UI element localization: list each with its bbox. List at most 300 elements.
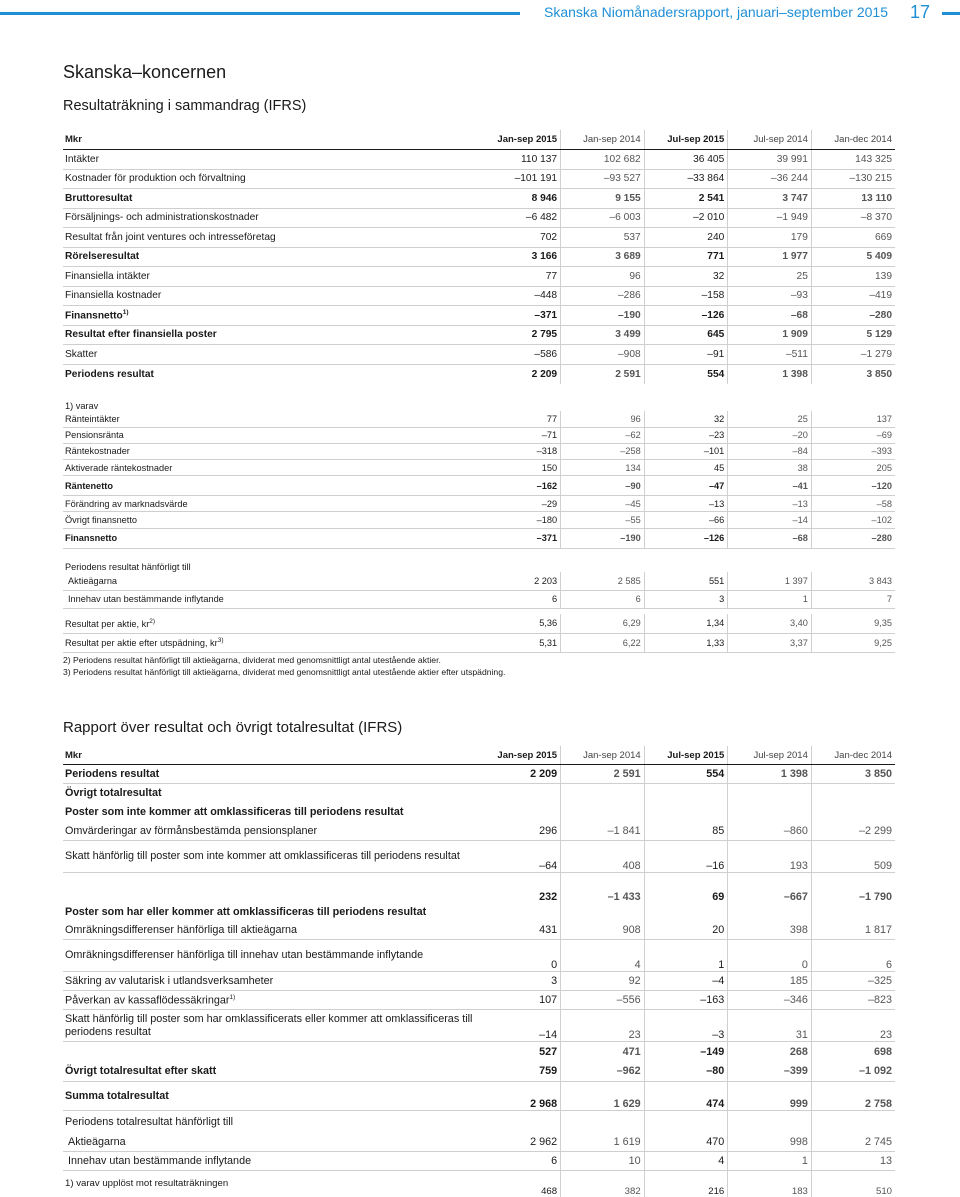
cell-value: 107	[477, 991, 561, 1010]
cell-value: 2 585	[561, 572, 645, 590]
row-label	[63, 803, 477, 822]
cell-value: 96	[561, 411, 645, 427]
cell-value: 6	[811, 940, 895, 972]
cell-value: 8 946	[477, 189, 561, 209]
cell-value: 5,31	[477, 633, 561, 652]
cell-value: 2 968	[477, 1082, 561, 1111]
cell-value: 771	[644, 247, 728, 267]
cell-value	[644, 903, 728, 921]
cell-value: 25	[728, 411, 812, 427]
table-row	[63, 267, 895, 287]
cell-value	[477, 1111, 561, 1133]
row-label-text: Rörelseresultat	[65, 251, 140, 263]
footnote-marker: 1)	[122, 309, 129, 317]
table-row	[63, 991, 895, 1010]
cell-value: –3	[644, 1010, 728, 1042]
cell-value: –346	[728, 991, 812, 1010]
row-label	[63, 496, 477, 512]
cell-value: 268	[728, 1042, 812, 1062]
row-label-text: Övrigt totalresultat efter skatt	[65, 1065, 217, 1078]
row-label-text: Intäkter	[65, 153, 99, 165]
table-row	[63, 364, 895, 384]
table-row	[63, 411, 895, 427]
cell-value: 4	[561, 940, 645, 972]
cell-value: 9,25	[811, 633, 895, 652]
row-label	[63, 633, 477, 652]
cell-value: 1	[728, 590, 812, 608]
cell-value: –68	[728, 306, 812, 326]
table-row	[63, 972, 895, 991]
cell-value: –280	[811, 528, 895, 548]
cell-value: –45	[561, 496, 645, 512]
row-label-text: Räntenetto	[65, 480, 113, 491]
page-header	[0, 0, 960, 30]
row-label-text: Försäljnings- och administrationskostnader	[65, 212, 259, 224]
cell-value	[811, 803, 895, 822]
row-label	[63, 228, 477, 248]
cell-value: 759	[477, 1062, 561, 1082]
cell-value: –1 790	[811, 873, 895, 903]
table-row	[63, 1042, 895, 1062]
cell-value: 1 397	[728, 572, 812, 590]
cell-value: –130 215	[811, 169, 895, 189]
cell-value: 3 166	[477, 247, 561, 267]
cell-value: 537	[561, 228, 645, 248]
row-label-text: Finansnetto	[65, 533, 118, 544]
report-title: Skanska Niomånadersrapport, januari–september 2015	[544, 4, 888, 20]
column-header: Jul-sep 2015	[644, 130, 728, 150]
table-row	[63, 633, 895, 652]
cell-value: 205	[811, 460, 895, 476]
cell-value: 7	[811, 590, 895, 608]
section-heading: 1) varav	[65, 401, 99, 411]
cell-value: 1 629	[561, 1082, 645, 1111]
cell-value: 2 745	[811, 1133, 895, 1152]
row-label-text: Omräkningsdifferenser hänförliga till aktieägarna	[65, 923, 298, 936]
cell-value: –4	[644, 972, 728, 991]
row-label	[63, 189, 477, 209]
column-header: Jul-sep 2014	[728, 746, 812, 765]
cell-value: 150	[477, 460, 561, 476]
cell-value: –16	[644, 841, 728, 873]
cell-value	[561, 1111, 645, 1133]
cell-value: –163	[644, 991, 728, 1010]
table-header-row	[63, 130, 895, 150]
cell-value: –908	[561, 345, 645, 365]
cell-value: 6	[561, 590, 645, 608]
row-label-text: Skatt hänförlig till poster som inte kommer att omklassificeras till periodens resultat	[65, 850, 460, 862]
cell-value: 3,37	[728, 633, 812, 652]
table-row	[63, 460, 895, 476]
table-row	[63, 528, 895, 548]
row-label	[63, 1062, 477, 1082]
cell-value: 471	[561, 1042, 645, 1062]
cell-value: 137	[811, 411, 895, 427]
cell-value: –860	[728, 822, 812, 841]
income-statement-table	[63, 130, 895, 384]
cell-value: 2 795	[477, 325, 561, 345]
cell-value: –23	[644, 427, 728, 443]
row-label-text: Förändring av marknadsvärde	[65, 498, 188, 509]
table-row	[63, 286, 895, 306]
row-label	[63, 1111, 477, 1133]
row-label	[63, 1010, 477, 1042]
page-number: 17	[909, 2, 930, 22]
section-heading: Periodens resultat hänförligt till	[65, 562, 191, 573]
cell-value: 2 541	[644, 189, 728, 209]
cell-value: –20	[728, 427, 812, 443]
footnote-3: 3) Periodens resultat hänförligt till aktieägarna, dividerat med genomsnittligt antal utestående aktier efter utspädning.	[63, 667, 506, 677]
cell-value: 102 682	[561, 150, 645, 170]
cell-value: 645	[644, 325, 728, 345]
row-label-text: Bruttoresultat	[65, 192, 133, 204]
row-label-text: Innehav utan bestämmande inflytande	[68, 1155, 252, 1167]
cell-value: –399	[728, 1062, 812, 1082]
row-label-text: Periodens totalresultat hänförligt till	[65, 1115, 234, 1128]
cell-value: –2 010	[644, 208, 728, 228]
row-label	[63, 528, 477, 548]
table-row	[63, 512, 895, 528]
cell-value: –69	[811, 427, 895, 443]
row-label	[63, 208, 477, 228]
cell-value: –14	[477, 1010, 561, 1042]
cell-value: 5,36	[477, 614, 561, 633]
cell-value: 25	[728, 267, 812, 287]
row-label	[63, 1082, 477, 1111]
cell-value: 5 409	[811, 247, 895, 267]
cell-value: –286	[561, 286, 645, 306]
row-label	[63, 306, 477, 326]
table-row	[63, 189, 895, 209]
table-row	[63, 873, 895, 903]
cell-value	[561, 903, 645, 921]
cell-value: –419	[811, 286, 895, 306]
cell-value: –158	[644, 286, 728, 306]
column-header: Jul-sep 2015	[644, 746, 728, 765]
footnote-2: 2) Periodens resultat hänförligt till aktieägarna, dividerat med genomsnittligt antal utestående aktier.	[63, 655, 441, 665]
cell-value: 9 155	[561, 189, 645, 209]
cell-value: 45	[644, 460, 728, 476]
cell-value: 551	[644, 572, 728, 590]
cell-value: 85	[644, 822, 728, 841]
cell-value: 470	[644, 1133, 728, 1152]
cell-value: 5 129	[811, 325, 895, 345]
row-label-text: Skatt hänförlig till poster som har omklassificerats eller kommer att omklassificeras till periodens resultat	[65, 1012, 473, 1038]
cell-value: 2 209	[477, 765, 561, 784]
cell-value	[811, 903, 895, 921]
cell-value: 468	[541, 1185, 558, 1197]
cell-value: 32	[644, 267, 728, 287]
table-row	[63, 496, 895, 512]
footnote-marker: 2)	[149, 617, 156, 625]
column-header: Jan-sep 2014	[561, 130, 645, 150]
row-label	[63, 1133, 477, 1152]
cell-value: 92	[561, 972, 645, 991]
header-rule-left	[0, 12, 520, 15]
cell-value: 474	[644, 1082, 728, 1111]
section-title: Skanska–koncernen	[63, 62, 227, 82]
cell-value	[477, 903, 561, 921]
footnote-marker: 1)	[229, 993, 236, 1001]
row-label	[63, 614, 477, 633]
cell-value: –47	[644, 476, 728, 496]
cell-value: 13	[811, 1152, 895, 1171]
cell-value: –6 003	[561, 208, 645, 228]
cell-value: –8 370	[811, 208, 895, 228]
row-label-text: Resultat per aktie efter utspädning, kr	[65, 638, 218, 649]
cell-value: 23	[561, 1010, 645, 1042]
cell-value: –101	[644, 443, 728, 459]
cell-value: 20	[644, 921, 728, 940]
cell-value: 77	[477, 411, 561, 427]
row-label-text: 1) varav upplöst mot resultaträkningen	[65, 1178, 229, 1190]
row-label	[63, 476, 477, 496]
row-label	[63, 364, 477, 384]
cell-value: –80	[644, 1062, 728, 1082]
cell-value: 669	[811, 228, 895, 248]
table-row	[63, 903, 895, 921]
finance-net-breakdown-table	[63, 393, 895, 653]
cell-value: 232	[539, 890, 558, 903]
cell-value: 510	[811, 1171, 895, 1197]
row-label	[63, 427, 477, 443]
table-row	[63, 247, 895, 267]
cell-value: –1 841	[561, 822, 645, 841]
cell-value: 296	[477, 822, 561, 841]
cell-value: –511	[728, 345, 812, 365]
cell-value: 1,33	[644, 633, 728, 652]
table-row	[63, 1133, 895, 1152]
cell-value: 702	[477, 228, 561, 248]
cell-value: 216	[644, 1171, 728, 1197]
cell-value: 3	[477, 972, 561, 991]
cell-value: –102	[811, 512, 895, 528]
cell-value: 554	[644, 765, 728, 784]
table-row	[63, 572, 895, 590]
column-header: Jan-sep 2015	[477, 746, 561, 765]
cell-value: –126	[644, 306, 728, 326]
cell-value: –14	[728, 512, 812, 528]
cell-value: 1 977	[728, 247, 812, 267]
cell-value	[644, 784, 728, 803]
cell-value: 3 499	[561, 325, 645, 345]
cell-value: –1 092	[811, 1062, 895, 1082]
row-label	[63, 972, 477, 991]
cell-value: 1,34	[644, 614, 728, 633]
cell-value: –66	[644, 512, 728, 528]
cell-value	[728, 803, 812, 822]
header-rule-right	[942, 12, 960, 15]
row-label-text: Finansiella intäkter	[65, 270, 150, 282]
table-row	[63, 765, 895, 784]
cell-value: –41	[728, 476, 812, 496]
cell-value: 6	[477, 1152, 561, 1171]
cell-value: 398	[728, 921, 812, 940]
table-row	[63, 921, 895, 940]
table-row	[63, 614, 895, 633]
cell-value: –91	[644, 345, 728, 365]
table-row	[63, 443, 895, 459]
column-header: Jan-sep 2015	[477, 130, 561, 150]
comprehensive-income-table	[63, 746, 895, 1197]
row-label	[63, 903, 477, 921]
cell-value: 96	[561, 267, 645, 287]
cell-value: –162	[477, 476, 561, 496]
cell-value: –36 244	[728, 169, 812, 189]
cell-value: –29	[477, 496, 561, 512]
cell-value: 1	[728, 1152, 812, 1171]
row-label	[63, 460, 477, 476]
cell-value: –823	[811, 991, 895, 1010]
cell-value: 1	[644, 940, 728, 972]
cell-value: 139	[811, 267, 895, 287]
row-label-text: Finansiella kostnader	[65, 290, 162, 302]
table-row	[63, 169, 895, 189]
cell-value: –64	[477, 841, 561, 873]
row-label-text: Resultat per aktie, kr	[65, 618, 150, 629]
row-label	[63, 1042, 477, 1062]
cell-value: –13	[728, 496, 812, 512]
row-label	[63, 411, 477, 427]
attribution-heading	[63, 548, 895, 572]
table-row	[63, 1082, 895, 1111]
row-label	[63, 822, 477, 841]
cell-value: 0	[728, 940, 812, 972]
table-row	[63, 1152, 895, 1171]
row-label-text: Skatter	[65, 348, 98, 360]
row-label-text: Påverkan av kassaflödessäkringar	[65, 994, 230, 1007]
row-label	[63, 345, 477, 365]
cell-value: –180	[477, 512, 561, 528]
cell-value: 999	[728, 1082, 812, 1111]
cell-value: –190	[561, 528, 645, 548]
cell-value: 3 843	[811, 572, 895, 590]
cell-value: 110 137	[477, 150, 561, 170]
row-label-text: Periodens resultat	[65, 768, 160, 780]
cell-value: –586	[477, 345, 561, 365]
table-row	[63, 940, 895, 972]
cell-value: –101 191	[477, 169, 561, 189]
row-label-text: Finansnetto	[65, 310, 123, 322]
table-header-row	[63, 746, 895, 765]
column-header: Jan-dec 2014	[811, 130, 895, 150]
cell-value: 3 747	[728, 189, 812, 209]
column-header: Jan-sep 2014	[561, 746, 645, 765]
cell-value: –448	[477, 286, 561, 306]
cell-value: –258	[561, 443, 645, 459]
cell-value: –962	[561, 1062, 645, 1082]
row-label	[63, 169, 477, 189]
row-label-text: Resultat från joint ventures och intresseföretag	[65, 231, 276, 243]
cell-value: –71	[477, 427, 561, 443]
row-label-text: Omräkningsdifferenser hänförliga till innehav utan bestämmande inflytande	[65, 949, 424, 961]
row-label	[63, 921, 477, 940]
table-row	[63, 1062, 895, 1082]
cell-value: –55	[561, 512, 645, 528]
cell-value: 3 689	[561, 247, 645, 267]
cell-value: 38	[728, 460, 812, 476]
cell-value: 3 850	[811, 364, 895, 384]
row-label-text: Övrigt totalresultat	[65, 787, 162, 800]
cell-value: 179	[728, 228, 812, 248]
cell-value: 2 758	[811, 1082, 895, 1111]
table-row	[63, 228, 895, 248]
cell-value	[728, 784, 812, 803]
cell-value: –1 433	[561, 873, 645, 903]
footnote-marker: 3)	[217, 637, 224, 645]
cell-value: –58	[811, 496, 895, 512]
cell-value: 143 325	[811, 150, 895, 170]
table-row	[63, 306, 895, 326]
row-label	[63, 325, 477, 345]
table-row	[63, 427, 895, 443]
cell-value: 0	[477, 940, 561, 972]
cell-value: –371	[477, 528, 561, 548]
row-label-text: Ränteintäkter	[65, 413, 120, 424]
row-label-text: Summa totalresultat	[65, 1090, 169, 1102]
table-row	[63, 784, 895, 803]
cell-value: –1 949	[728, 208, 812, 228]
cell-value: –120	[811, 476, 895, 496]
cell-value: –280	[811, 306, 895, 326]
table-row	[63, 1010, 895, 1042]
cell-value: 6	[477, 590, 561, 608]
row-label	[63, 286, 477, 306]
table-row	[63, 590, 895, 608]
row-label	[63, 765, 477, 784]
cell-value	[561, 784, 645, 803]
cell-value: 185	[728, 972, 812, 991]
row-label-text: Kostnader för produktion och förvaltning	[65, 173, 246, 185]
row-label	[63, 991, 477, 1010]
cell-value: 183	[728, 1171, 812, 1197]
cell-value: 6,29	[561, 614, 645, 633]
row-label	[63, 512, 477, 528]
cell-value: 2 591	[561, 765, 645, 784]
row-label-text: Periodens resultat	[65, 368, 154, 380]
cell-value: –371	[477, 306, 561, 326]
row-label-text: Resultat efter finansiella poster	[65, 329, 217, 341]
cell-value: 10	[561, 1152, 645, 1171]
cell-value: 32	[644, 411, 728, 427]
cell-value: 3 850	[811, 765, 895, 784]
comprehensive-income-title: Rapport över resultat och övrigt totalresultat (IFRS)	[63, 719, 403, 736]
cell-value: 31	[728, 1010, 812, 1042]
cell-value: 193	[728, 841, 812, 873]
cell-value: 1 398	[728, 364, 812, 384]
cell-value: 134	[561, 460, 645, 476]
row-label-text: Omvärderingar av förmånsbestämda pensionsplaner	[65, 824, 318, 837]
cell-value: –2 299	[811, 822, 895, 841]
row-label-text: Poster som har eller kommer att omklassificeras till periodens resultat	[65, 905, 427, 918]
column-header: Jul-sep 2014	[728, 130, 812, 150]
table-row	[63, 822, 895, 841]
row-label-text: Pensionsränta	[65, 430, 124, 441]
income-statement-title: Resultaträkning i sammandrag (IFRS)	[63, 98, 307, 114]
row-label	[63, 1152, 477, 1171]
cell-value: 36 405	[644, 150, 728, 170]
row-label	[63, 590, 477, 608]
cell-value: –93 527	[561, 169, 645, 189]
table-row	[63, 208, 895, 228]
cell-value: –13	[644, 496, 728, 512]
cell-value: –1 279	[811, 345, 895, 365]
cell-value	[477, 803, 561, 822]
cell-value: 2 962	[477, 1133, 561, 1152]
cell-value: 509	[811, 841, 895, 873]
cell-value	[644, 803, 728, 822]
table-row	[63, 345, 895, 365]
